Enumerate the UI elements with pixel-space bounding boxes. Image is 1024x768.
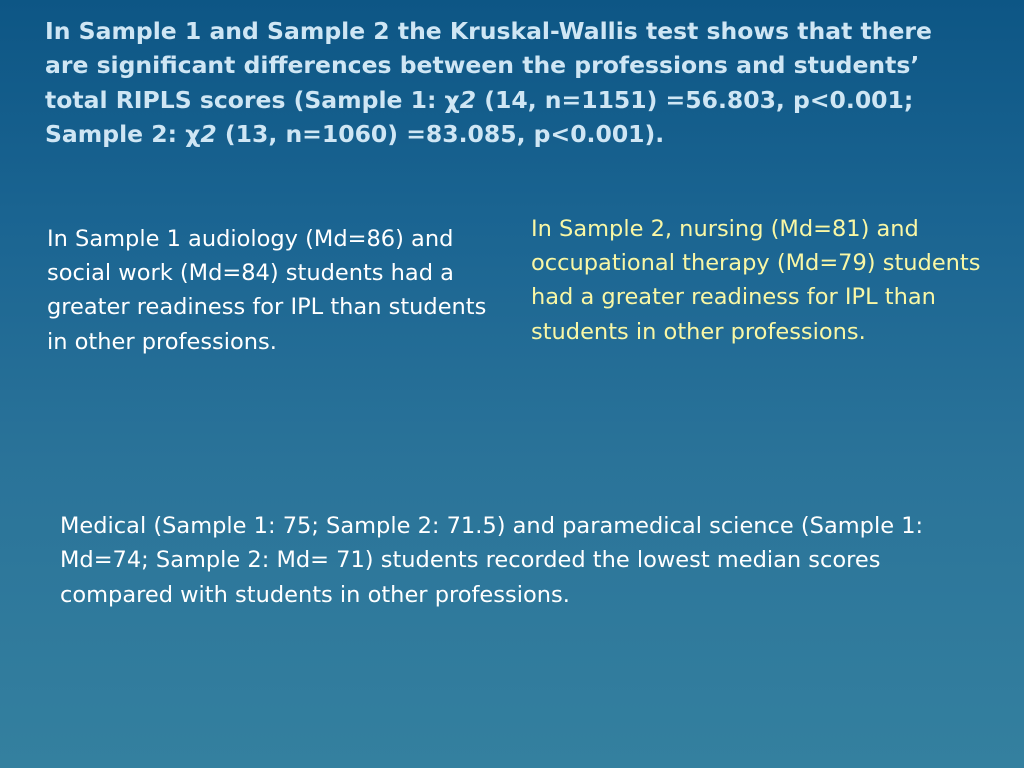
headline-chi-squared-superscript-1: 2 — [459, 85, 477, 114]
headline-chi-squared-superscript-2: 2 — [200, 120, 217, 149]
sample1-findings: In Sample 1 audiology (Md=86) and social work (Md=84) students had a greater readiness for IPL than students in other professions. — [47, 226, 487, 355]
slide-headline — [45, 14, 955, 152]
headline-text-part2: (14, n=1151) =56.803, p<0.001; Sample 2: χ — [45, 85, 914, 149]
lowest-scores-findings: Medical (Sample 1: 75; Sample 2: 71.5) and paramedical science (Sample 1: Md=74; Sample 2: Md= 71) students recorded the lowest median scores compared with students in other professions. — [60, 513, 924, 608]
headline-text-part3: (13, n=1060) =83.085, p<0.001). — [216, 120, 665, 149]
headline-text-part1: In Sample 1 and Sample 2 the Kruskal-Wallis test shows that there are significant differences between the professions and students’ total RIPLS scores (Sample 1: χ — [45, 17, 932, 114]
sample2-findings: In Sample 2, nursing (Md=81) and occupational therapy (Md=79) students had a greater readiness for IPL than students in other professions. — [531, 216, 981, 345]
